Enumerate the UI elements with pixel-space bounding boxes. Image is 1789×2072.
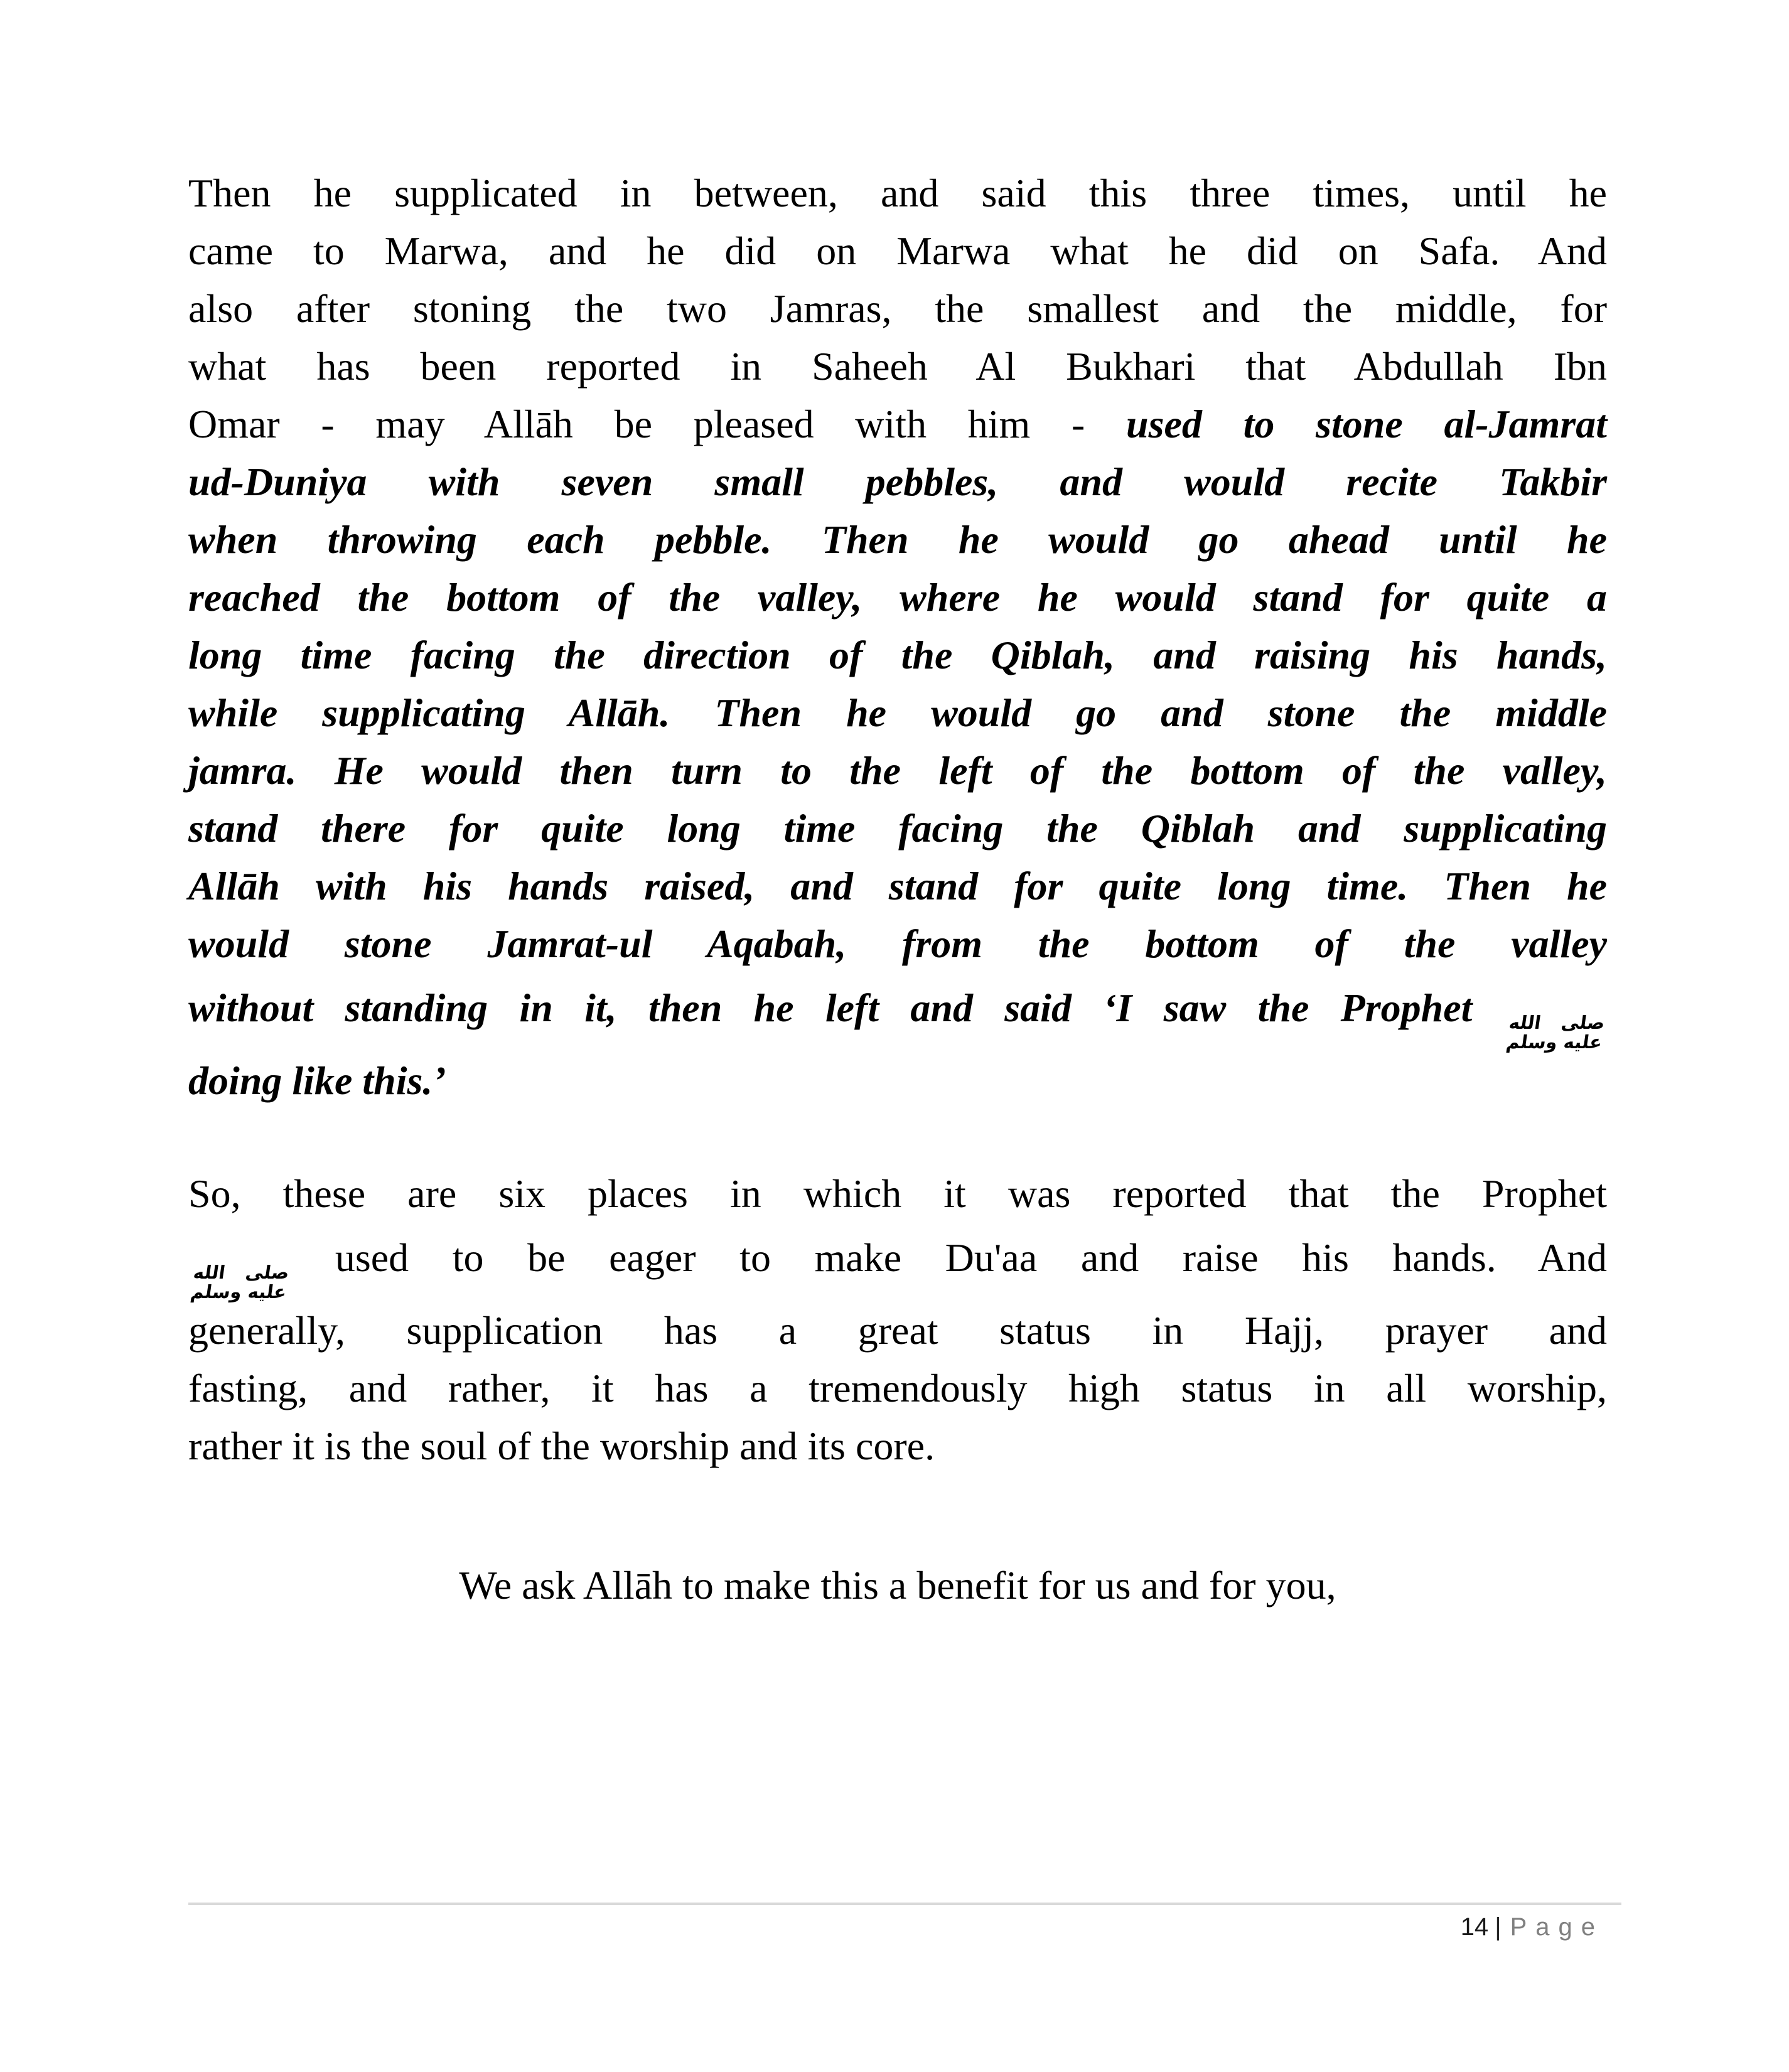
text-line	[188, 742, 1607, 800]
text-segment: long time facing the direction of the Qiblah, and raising his hands,	[188, 633, 1607, 677]
text-segment: We ask Allāh to make this a benefit for us and for you,	[459, 1563, 1336, 1608]
footer-divider-line	[188, 1903, 1621, 1905]
text-line	[188, 1052, 1607, 1110]
text-line	[188, 453, 1607, 511]
text-segment: used to be eager to make Du'aa and raise his hands. And	[291, 1235, 1607, 1280]
text-segment: rather it is the soul of the worship and its core.	[188, 1424, 935, 1469]
text-line	[188, 1302, 1607, 1360]
text-segment: used to stone al-Jamrat	[1126, 402, 1608, 446]
text-line	[188, 973, 1607, 1052]
text-segment: came to Marwa, and he did on Marwa what he did on Safa. And	[188, 228, 1607, 273]
text-line	[188, 511, 1607, 569]
text-line	[188, 1223, 1607, 1302]
text-line	[188, 915, 1607, 973]
text-line	[188, 1360, 1607, 1417]
text-segment: when throwing each pebble. Then he would go ahead until he	[188, 517, 1607, 562]
text-segment: reached the bottom of the valley, where he would stand for quite a	[188, 575, 1607, 620]
sas-top-line: صلى الله	[191, 1261, 291, 1283]
text-segment: without standing in it, then he left and said ‘I saw the Prophet	[188, 985, 1504, 1030]
text-line	[188, 857, 1607, 915]
text-line	[188, 1417, 1607, 1475]
text-line	[188, 164, 1607, 222]
text-line	[188, 280, 1607, 338]
paragraph	[188, 1557, 1607, 1614]
text-segment: generally, supplication has a great status in Hajj, prayer and	[188, 1308, 1607, 1353]
footer-page-word: Page	[1510, 1913, 1604, 1941]
sallallahu-alayhi-wasallam-calligraphy-icon	[190, 1263, 291, 1302]
text-line	[188, 222, 1607, 280]
sas-bottom-line: عليه وسلم	[189, 1281, 288, 1303]
paragraph	[188, 1165, 1607, 1475]
text-segment: fasting, and rather, it has a tremendously high status in all worship,	[188, 1366, 1607, 1411]
text-segment: Allāh with his hands raised, and stand for quite long time. Then he	[188, 864, 1607, 908]
text-line	[188, 626, 1607, 684]
sas-top-line: صلى الله	[1507, 1011, 1606, 1033]
text-segment: stand there for quite long time facing the Qiblah and supplicating	[188, 806, 1607, 851]
text-line	[188, 395, 1607, 453]
text-line	[188, 1165, 1607, 1223]
sallallahu-alayhi-wasallam-calligraphy-icon	[1505, 1013, 1606, 1053]
text-segment: also after stoning the two Jamras, the smallest and the middle, for	[188, 286, 1607, 331]
text-segment: Then he supplicated in between, and said this three times, until he	[188, 171, 1607, 215]
text-line	[188, 684, 1607, 742]
text-segment: while supplicating Allāh. Then he would go and stone the middle	[188, 690, 1607, 735]
text-line	[188, 1557, 1607, 1614]
page-number: 14	[1460, 1913, 1489, 1941]
text-segment: Omar - may Allāh be pleased with him -	[188, 402, 1127, 446]
sas-bottom-line: عليه وسلم	[1505, 1031, 1604, 1053]
text-segment: what has been reported in Saheeh Al Bukhari that Abdullah Ibn	[188, 344, 1607, 389]
text-segment: doing like this.’	[188, 1058, 446, 1103]
page-footer	[188, 1913, 1604, 1941]
footer-separator-icon: |	[1495, 1913, 1502, 1941]
text-line	[188, 338, 1607, 395]
paragraph	[188, 164, 1607, 1110]
text-segment: So, these are six places in which it was reported that the Prophet	[188, 1171, 1607, 1216]
document-body	[188, 164, 1607, 1614]
text-line	[188, 800, 1607, 857]
text-segment: would stone Jamrat-ul Aqabah, from the bottom of the valley	[188, 921, 1607, 966]
text-segment: jamra. He would then turn to the left of the bottom of the valley,	[188, 748, 1607, 793]
text-segment: ud-Duniya with seven small pebbles, and would recite Takbir	[188, 459, 1607, 504]
text-line	[188, 569, 1607, 626]
